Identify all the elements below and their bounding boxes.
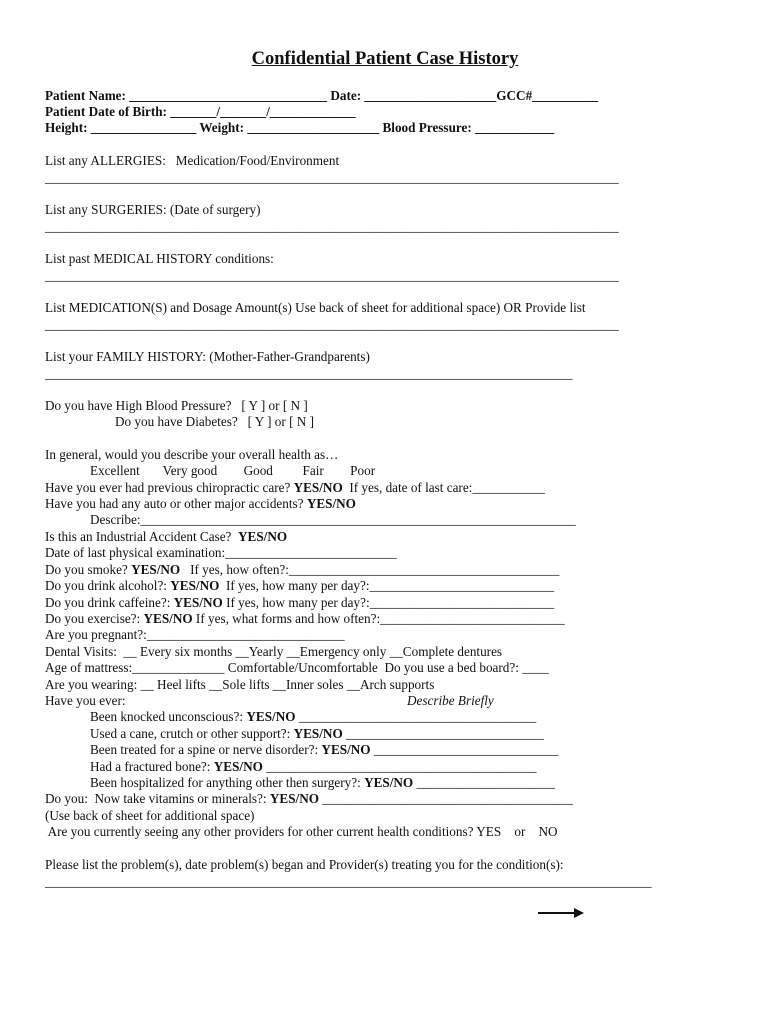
fracture-yes-no[interactable]: YES/NO xyxy=(213,759,263,774)
vitamins-question[interactable] xyxy=(45,791,573,807)
cane-yes-no[interactable]: YES/NO xyxy=(293,726,343,741)
other-providers-question[interactable]: Are you currently seeing any other providers for other current health conditions? YES or NO xyxy=(45,824,558,839)
height-weight-bp-line[interactable]: Height: ________________ Weight: ____________________ Blood Pressure: ____________ xyxy=(45,120,555,135)
accident-text: Have you had any auto or other major accidents? xyxy=(45,496,307,511)
high-blood-pressure-question[interactable]: Do you have High Blood Pressure? [ Y ] or [ N ] xyxy=(45,398,308,413)
alcohol-question[interactable] xyxy=(45,578,554,594)
chiropractic-care-question[interactable] xyxy=(45,480,545,496)
accident-question[interactable] xyxy=(45,496,356,512)
smoke-text: Do you smoke? xyxy=(45,562,132,577)
fracture-text: Had a fractured bone?: xyxy=(90,759,214,774)
cane-describe[interactable]: ______________________________ xyxy=(342,726,544,741)
medications-label: List MEDICATION(S) and Dosage Amount(s) Use back of sheet for additional space) OR Provide list xyxy=(45,300,586,315)
allergies-label: List any ALLERGIES: Medication/Food/Environment xyxy=(45,153,340,168)
spine-text: Been treated for a spine or nerve disorder?: xyxy=(90,742,322,757)
cane-text: Used a cane, crutch or other support?: xyxy=(90,726,294,741)
smoke-question[interactable] xyxy=(45,562,559,578)
surgeries-field[interactable]: _______________________________________________________________________________________ xyxy=(45,219,619,234)
knocked-describe[interactable]: ____________________________________ xyxy=(295,709,537,724)
vitamins-describe[interactable]: ______________________________________ xyxy=(319,791,573,806)
medications-field[interactable]: _______________________________________________________________________________________ xyxy=(45,317,619,332)
exercise-yes-no[interactable]: YES/NO xyxy=(143,611,193,626)
knocked-text: Been knocked unconscious?: xyxy=(90,709,247,724)
industrial-text: Is this an Industrial Accident Case? xyxy=(45,529,239,544)
page-title: Confidential Patient Case History xyxy=(251,49,519,69)
accident-yes-no[interactable]: YES/NO xyxy=(306,496,356,511)
family-history-label: List your FAMILY HISTORY: (Mother-Father-Grandparents) xyxy=(45,349,370,364)
last-physical-field[interactable]: Date of last physical examination:__________________________ xyxy=(45,545,397,560)
dental-visits-options[interactable]: Dental Visits: __ Every six months __Yearly __Emergency only __Complete dentures xyxy=(45,644,503,659)
caffeine-question[interactable] xyxy=(45,595,554,611)
cane-crutch-question[interactable] xyxy=(90,726,544,742)
mattress-question[interactable]: Age of mattress:______________ Comfortable/Uncomfortable Do you use a bed board?: ____ xyxy=(45,660,549,675)
vitamins-text: Do you: Now take vitamins or minerals?: xyxy=(45,791,270,806)
hospitalized-question[interactable] xyxy=(90,775,555,791)
alcohol-yes-no[interactable]: YES/NO xyxy=(170,578,220,593)
overall-health-options[interactable]: Excellent Very good Good Fair Poor xyxy=(90,463,376,478)
vitamins-yes-no[interactable]: YES/NO xyxy=(269,791,319,806)
caffeine-text: Do you drink caffeine?: xyxy=(45,595,174,610)
back-of-sheet-note: (Use back of sheet for additional space) xyxy=(45,808,255,823)
industrial-accident-question[interactable] xyxy=(45,529,287,545)
hospital-describe[interactable]: _____________________ xyxy=(413,775,555,790)
fracture-describe[interactable]: _________________________________________ xyxy=(262,759,537,774)
medical-history-label: List past MEDICAL HISTORY conditions: xyxy=(45,251,274,266)
fractured-bone-question[interactable] xyxy=(90,759,537,775)
smoke-how-often[interactable]: If yes, how often?:_________________________________________ xyxy=(180,562,560,577)
next-page-arrow-icon xyxy=(538,906,584,920)
diabetes-question[interactable]: Do you have Diabetes? [ Y ] or [ N ] xyxy=(115,414,314,429)
industrial-yes-no[interactable]: YES/NO xyxy=(238,529,288,544)
chiropractic-last-care[interactable]: If yes, date of last care:___________ xyxy=(342,480,545,495)
pregnant-field[interactable]: Are you pregnant?:______________________________ xyxy=(45,627,345,642)
spine-describe[interactable]: ____________________________ xyxy=(370,742,559,757)
medical-history-field[interactable]: _______________________________________________________________________________________ xyxy=(45,268,619,283)
alcohol-per-day[interactable]: If yes, how many per day?:____________________________ xyxy=(219,578,555,593)
hospital-text: Been hospitalized for anything other then surgery?: xyxy=(90,775,365,790)
caffeine-per-day[interactable]: If yes, how many per day?:____________________________ xyxy=(222,595,555,610)
surgeries-label: List any SURGERIES: (Date of surgery) xyxy=(45,202,261,217)
exercise-question[interactable] xyxy=(45,611,565,627)
hospital-yes-no[interactable]: YES/NO xyxy=(364,775,414,790)
date-of-birth-line[interactable]: Patient Date of Birth: _______/_______/_____________ xyxy=(45,104,356,119)
describe-briefly-label: Describe Briefly xyxy=(407,693,494,708)
smoke-yes-no[interactable]: YES/NO xyxy=(131,562,181,577)
wearing-options[interactable]: Are you wearing: __ Heel lifts __Sole lifts __Inner soles __Arch supports xyxy=(45,677,435,692)
caffeine-yes-no[interactable]: YES/NO xyxy=(173,595,223,610)
have-you-ever-label: Have you ever: xyxy=(45,693,126,708)
problems-list-label: Please list the problem(s), date problem(s) began and Provider(s) treating you for the condition(s): xyxy=(45,857,564,872)
overall-health-question: In general, would you describe your overall health as… xyxy=(45,447,339,462)
spine-yes-no[interactable]: YES/NO xyxy=(321,742,371,757)
accident-describe-field[interactable]: Describe:__________________________________________________________________ xyxy=(90,512,576,527)
exercise-forms[interactable]: If yes, what forms and how often?:____________________________ xyxy=(192,611,565,626)
allergies-field[interactable]: _______________________________________________________________________________________ xyxy=(45,170,619,185)
chiropractic-care-text: Have you ever had previous chiropractic care? xyxy=(45,480,294,495)
alcohol-text: Do you drink alcohol?: xyxy=(45,578,171,593)
patient-name-date-gcc-line[interactable]: Patient Name: ______________________________ Date: ____________________GCC#__________ xyxy=(45,88,599,103)
problems-list-field[interactable]: ____________________________________________________________________________________________ xyxy=(45,874,652,889)
spine-nerve-question[interactable] xyxy=(90,742,558,758)
knocked-yes-no[interactable]: YES/NO xyxy=(246,709,296,724)
chiropractic-yes-no[interactable]: YES/NO xyxy=(293,480,343,495)
exercise-text: Do you exercise?: xyxy=(45,611,144,626)
family-history-field[interactable]: ________________________________________________________________________________ xyxy=(45,366,573,381)
knocked-unconscious-question[interactable] xyxy=(90,709,536,725)
